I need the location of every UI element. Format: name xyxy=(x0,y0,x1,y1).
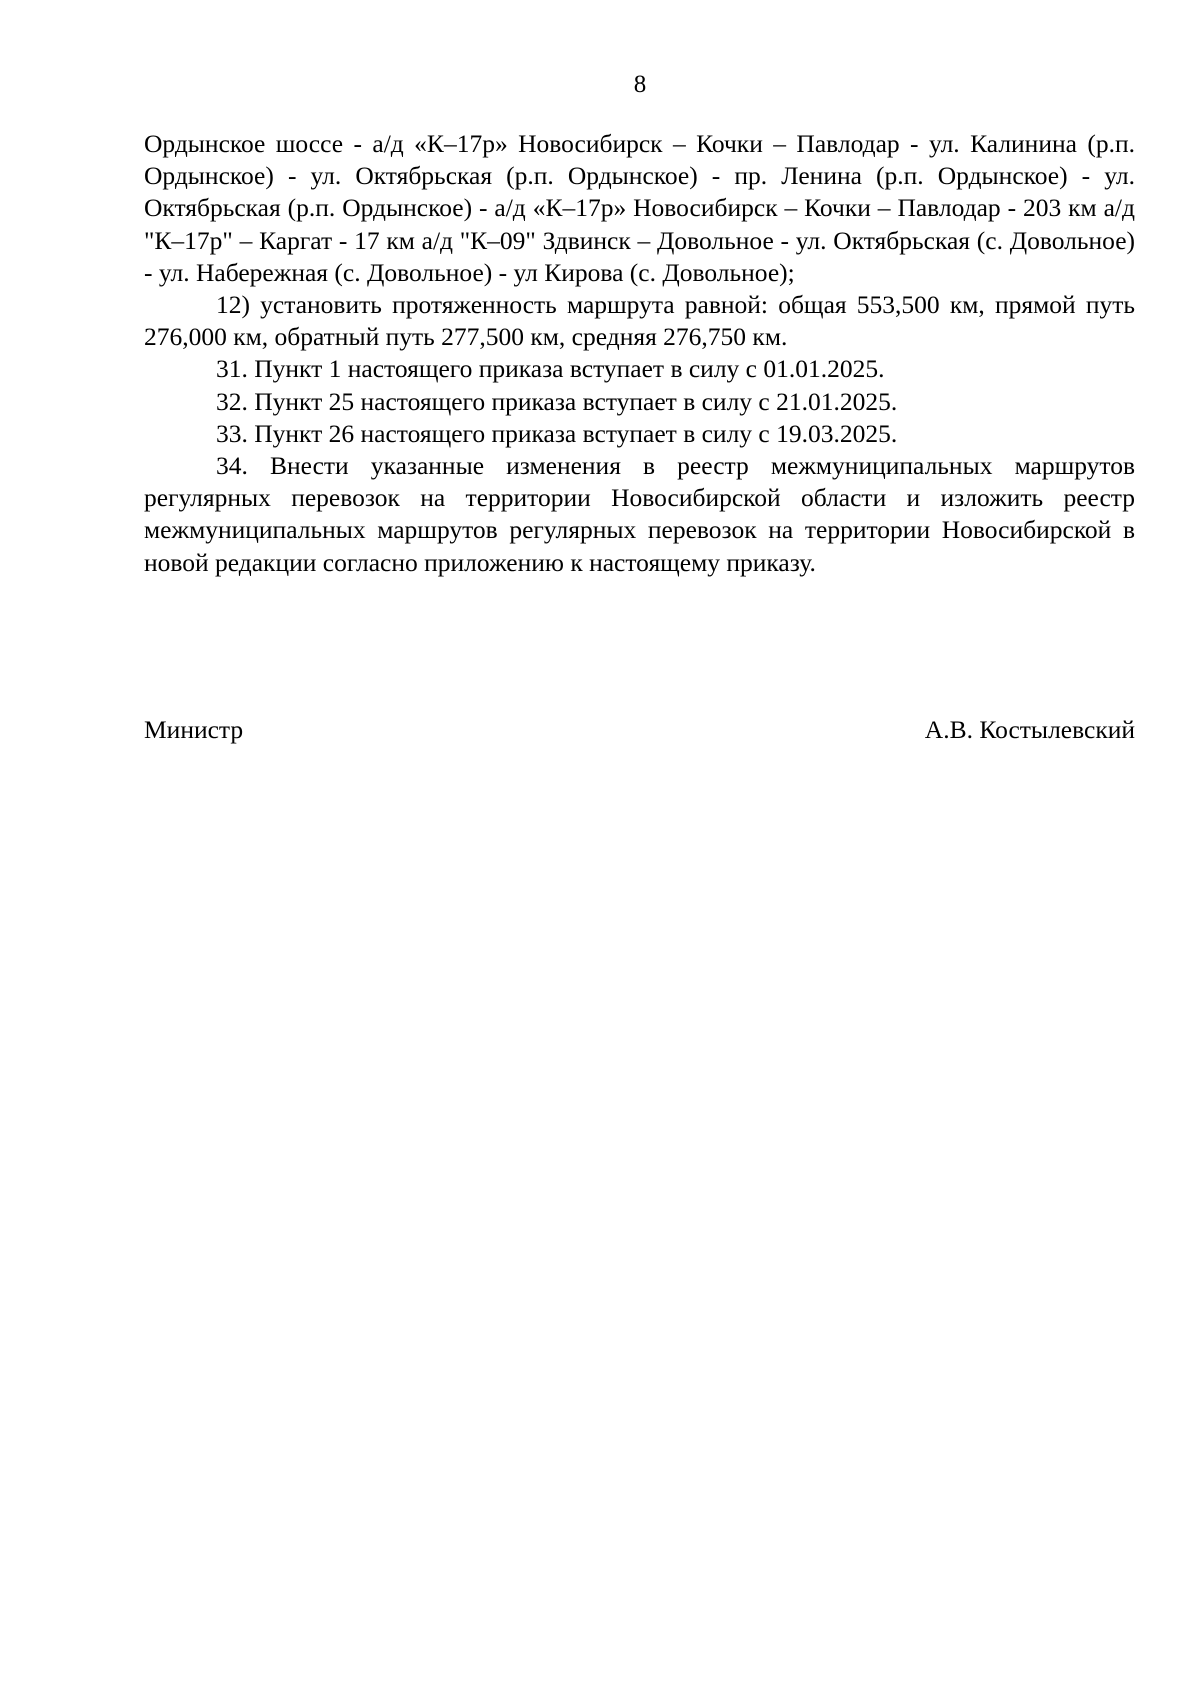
paragraph-item-34: 34. Внести указанные изменения в реестр межмуниципальных маршрутов регулярных перевозок на территории Новосибирской области и изложить реестр межмуниципальных маршрутов регулярных перевозок на территории Новосибирской в новой редакции согласно приложению к настоящему приказу. xyxy=(144,451,1135,577)
page-number: 8 xyxy=(633,71,647,98)
signatory-name: А.В. Костылевский xyxy=(924,715,1135,744)
paragraph-item-33: 33. Пункт 26 настоящего приказа вступает в силу с 19.03.2025. xyxy=(216,418,898,448)
paragraph-item-32: 32. Пункт 25 настоящего приказа вступает в силу с 21.01.2025. xyxy=(216,386,898,416)
document-body xyxy=(144,128,1135,579)
paragraph-item-12: 12) установить протяженность маршрута равной: общая 553,500 км, прямой путь 276,000 км, обратный путь 277,500 км, средняя 276,750 км. xyxy=(144,290,1135,352)
paragraph-item-31: 31. Пункт 1 настоящего приказа вступает в силу с 01.01.2025. xyxy=(216,354,885,384)
signatory-position: Министр xyxy=(144,715,244,744)
paragraph-route-continuation: Ордынское шоссе - а/д «К–17р» Новосибирск – Кочки – Павлодар - ул. Калинина (р.п. Ордынское) - ул. Октябрьская (р.п. Ордынское) - пр. Ленина (р.п. Ордынское) - ул. Октябрьская (р.п. Ордынское) - а/д «К–17р» Новосибирск – Кочки – Павлодар - 203 км а/д "К–17р" – Каргат - 17 км а/д "К–09" Здвинск – Довольное - ул. Октябрьская (с. Довольное) - ул. Набережная (с. Довольное) - ул Кирова (с. Довольное); xyxy=(144,129,1135,287)
signature-block xyxy=(144,714,1135,746)
